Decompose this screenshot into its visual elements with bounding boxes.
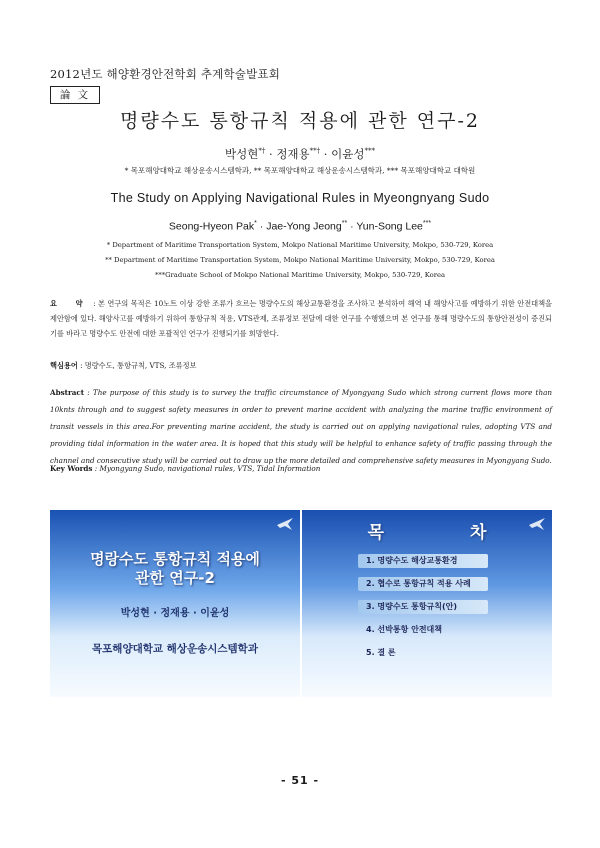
slide1-organization: 목포해양대학교 해상운송시스템학과 xyxy=(92,643,258,655)
abstract-korean-text: : 본 연구의 목적은 10노트 이상 강한 조류가 흐르는 명량수도의 해상교통환경을 조사하고 분석하여 해역 내 해양사고를 예방하기 위한 안전대책을 제안함에 있다. 해양사고를 예방하기 위하여 통항규칙 적용, VTS관제, 조류정보 전달에 대한 연구를 수행했으며 본 연구를 통해 명량수도의 통항안전성이 증진되기를 바라고 명량수도 안전에 대한 포괄적인 연구가 진행되기를 희망한다. xyxy=(50,299,552,338)
author-3-en-mark: *** xyxy=(422,220,432,227)
abstract-english xyxy=(50,384,552,469)
airplane-icon xyxy=(276,516,294,532)
toc-item xyxy=(358,623,488,637)
toc-item-label: 2. 협수로 통항규칙 적용 사례 xyxy=(358,577,488,591)
toc-item xyxy=(358,554,488,568)
author-3: 이윤성 xyxy=(331,147,365,161)
authors-english xyxy=(0,220,600,233)
author-separator: · xyxy=(347,220,357,233)
author-separator: · xyxy=(265,147,277,161)
abstract-english-text: : The purpose of this study is to survey the traffic circumstance of Myongyang Sudo which strong current flows more than 10knts through and to suggest safety measures in order to prevent marine accident with analyzing the marine traffic environment of transit vessels in this area.For preventing marine accident, the study is carried out on applying navigational rules, adopting VTS and providing tidal information in the water area. It is hoped that this study will be helpful to enhance safety of traffic passing through the channel and consecutive study will be carried out to draw up the more detailed and comprehensive safety measures in Myongyang Sudo. xyxy=(50,388,552,465)
keywords-korean-text: : 명량수도, 통항규칙, VTS, 조류정보 xyxy=(80,361,197,370)
toc-slide-image xyxy=(302,510,552,697)
slide1-title xyxy=(50,550,300,588)
keywords-english xyxy=(50,464,320,473)
abstract-korean xyxy=(50,296,552,341)
author-1-mark: *† xyxy=(258,147,266,156)
slide2-title: 목 차 xyxy=(367,523,527,543)
toc-item xyxy=(358,646,488,660)
abstract-english-label: Abstract xyxy=(50,388,85,397)
keywords-english-text: : Myongyang Sudo, navigational rules, VTS, Tidal Information xyxy=(94,464,321,473)
author-separator: · xyxy=(320,147,332,161)
slide1-title-line1: 명랑수도 통항규칙 적용에 xyxy=(90,550,260,568)
author-separator: · xyxy=(256,220,267,233)
affiliation-en-3: ***Graduate School of Mokpo National Maritime University, Mokpo, 530-729, Korea xyxy=(154,271,446,279)
affiliations-korean: * 목포해양대학교 해상운송시스템학과, ** 목포해양대학교 해상운송시스템학과, *** 목포해양대학교 대학원 xyxy=(124,166,476,175)
toc-item-label: 4. 선박통항 안전대책 xyxy=(366,625,442,634)
conference-header: 2012년도 해양환경안전학회 추계학술발표회 xyxy=(50,67,281,81)
title-english: The Study on Applying Navigational Rules in Myeongnyang Sudo xyxy=(110,191,490,205)
author-3-en: Yun-Song Lee xyxy=(356,220,423,233)
title-slide-image xyxy=(50,510,300,697)
slide1-authors: 박성현 · 정재용 · 이윤성 xyxy=(120,608,230,619)
author-2-en-mark: ** xyxy=(341,220,348,227)
toc-item xyxy=(358,600,488,614)
toc-item xyxy=(358,577,488,591)
page-number: - 51 - xyxy=(280,774,320,787)
author-2: 정재용 xyxy=(276,147,310,161)
affiliation-en-2: ** Department of Maritime Transportation System, Mokpo National Maritime University, Mokpo, 530-729, Korea xyxy=(105,256,495,264)
authors-korean xyxy=(0,146,600,162)
author-1-en-mark: * xyxy=(254,220,257,227)
toc-item-label: 3. 명량수도 통항규칙(안) xyxy=(358,600,488,614)
affiliation-en-1: * Department of Maritime Transportation System, Mokpo National Maritime University, Mokpo, 530-729, Korea xyxy=(106,241,494,249)
author-1-en: Seong-Hyeon Pak xyxy=(168,220,255,233)
abstract-korean-label: 요 약 xyxy=(50,299,91,308)
keywords-english-label: Key Words xyxy=(50,464,93,473)
title-korean: 명량수도 통항규칙 적용에 관한 연구-2 xyxy=(120,110,480,132)
author-2-mark: **† xyxy=(309,147,321,156)
paper-type-label: 論 文 xyxy=(50,86,100,104)
slide1-title-line2: 관한 연구-2 xyxy=(135,569,215,587)
toc-item-label: 5. 결 론 xyxy=(366,648,396,657)
author-2-en: Jae-Yong Jeong xyxy=(266,220,342,233)
author-1: 박성현 xyxy=(225,147,259,161)
keywords-korean-label: 핵심용어 xyxy=(50,361,78,370)
toc-item-label: 1. 명량수도 해상교통환경 xyxy=(358,554,488,568)
keywords-korean xyxy=(50,361,196,371)
author-3-mark: *** xyxy=(364,147,375,156)
